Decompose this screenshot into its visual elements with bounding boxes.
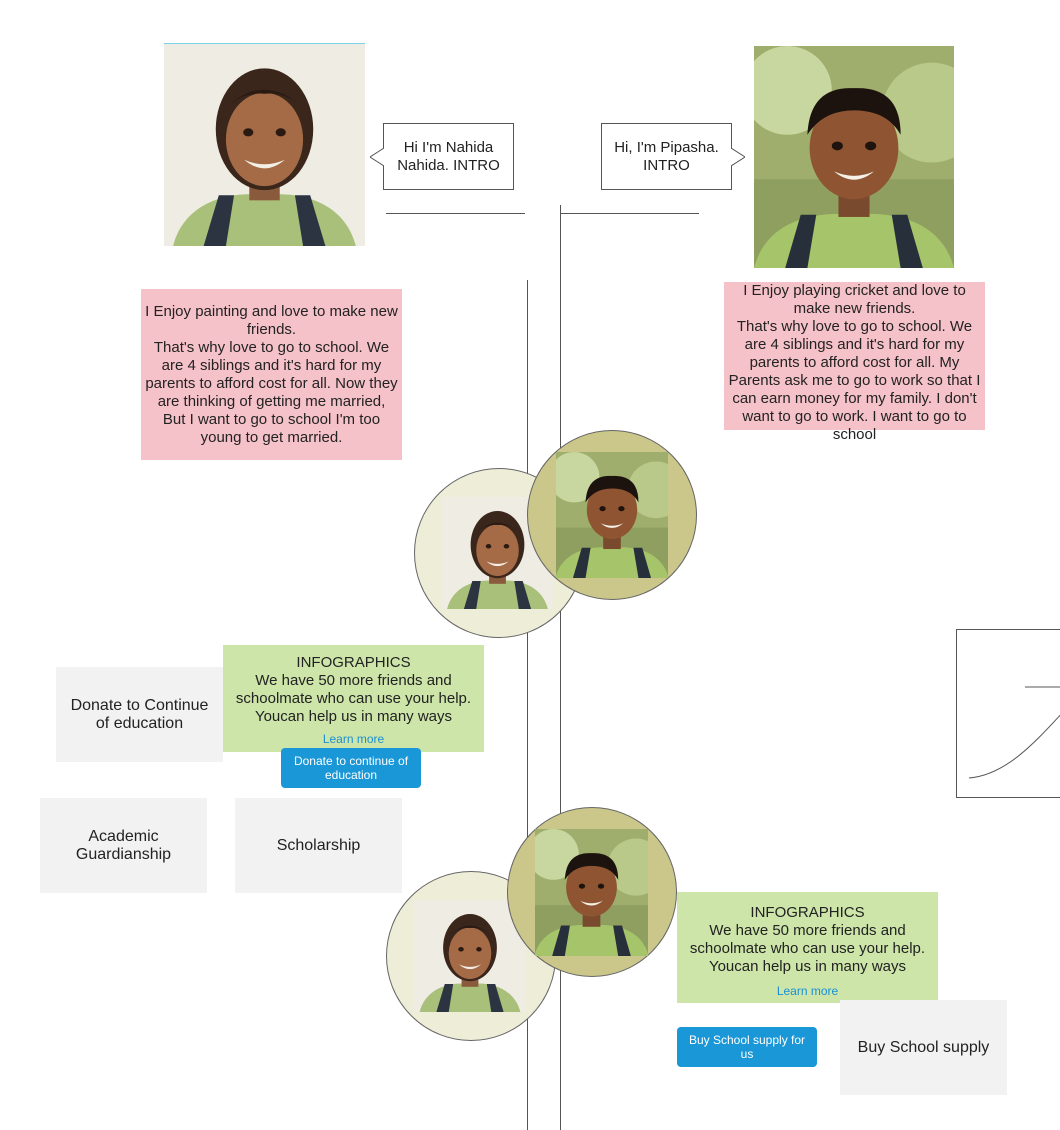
infographic-title: INFOGRAPHICS bbox=[296, 654, 411, 671]
boy-portrait-icon bbox=[754, 46, 954, 268]
donate-button-label: Donate to continue of education bbox=[293, 754, 409, 782]
infographic-card-2 bbox=[677, 892, 938, 1003]
scholarship-option[interactable] bbox=[235, 798, 402, 893]
boy-portrait-icon bbox=[535, 829, 648, 956]
divider-line bbox=[386, 213, 525, 214]
divider-line bbox=[560, 213, 699, 214]
nahida-story-line2: That's why love to go to school. We are 4 siblings and it's hard for my parents to afford cost for all. Now they are thinking of getting me married, But I want to go to school I'm too young to get married. bbox=[145, 339, 398, 446]
bubble-tail-icon bbox=[370, 148, 384, 166]
donate-button[interactable] bbox=[281, 748, 421, 788]
nahida-story-line1: I Enjoy painting and love to make new friends. bbox=[145, 303, 398, 338]
academic-guardianship-label: Academic Guardianship bbox=[75, 827, 172, 863]
buy-school-supply-option[interactable] bbox=[840, 1000, 1007, 1095]
infographic-card-1 bbox=[223, 645, 484, 752]
donate-option-label: Donate to Continue of education bbox=[70, 696, 209, 732]
timeline-line-right bbox=[560, 205, 561, 1130]
academic-guardianship-option[interactable] bbox=[40, 798, 207, 893]
infographic-body: We have 50 more friends and schoolmate who can use your help. Youcan help us in many ways bbox=[235, 672, 472, 725]
boy-portrait-icon bbox=[556, 452, 668, 578]
pipasha-story-line2: That's why love to go to school. We are 4 siblings and it's hard for my parents to afford cost for all. My Parents ask me to go to work so that I can earn money for my family. I don't want to go to work. I want to go to school bbox=[728, 318, 981, 443]
buy-school-supply-label: Buy School supply bbox=[857, 1038, 990, 1056]
partial-shape-frame[interactable] bbox=[956, 629, 1060, 798]
pipasha-story-box bbox=[724, 282, 985, 443]
scholarship-label: Scholarship bbox=[276, 836, 361, 854]
infographic-title: INFOGRAPHICS bbox=[750, 904, 865, 921]
pipasha-circle-photo-2 bbox=[535, 829, 648, 956]
nahida-circle-photo-2 bbox=[414, 900, 526, 1012]
nahida-intro-text: Hi I'm Nahida Nahida. INTRO bbox=[397, 138, 500, 174]
nahida-photo bbox=[164, 43, 365, 246]
pipasha-circle-photo bbox=[556, 452, 668, 578]
girl-portrait-icon bbox=[414, 900, 526, 1012]
donate-option[interactable] bbox=[56, 667, 223, 762]
bubble-tail-icon bbox=[731, 148, 745, 166]
photo-selection-edge bbox=[164, 43, 365, 44]
pipasha-intro-bubble[interactable] bbox=[601, 123, 732, 190]
nahida-story-box bbox=[141, 289, 402, 460]
pipasha-photo bbox=[754, 46, 954, 268]
infographic-body: We have 50 more friends and schoolmate who can use your help. Youcan help us in many ways bbox=[689, 922, 926, 975]
girl-portrait-icon bbox=[164, 43, 365, 246]
nahida-intro-bubble[interactable] bbox=[383, 123, 514, 190]
buy-school-supply-button[interactable] bbox=[677, 1027, 817, 1067]
learn-more-link[interactable]: Learn more bbox=[322, 732, 385, 746]
buy-supply-button-label: Buy School supply for us bbox=[688, 1033, 806, 1061]
pipasha-intro-text: Hi, I'm Pipasha. INTRO bbox=[614, 138, 719, 174]
learn-more-link[interactable]: Learn more bbox=[776, 984, 839, 998]
curve-connector-icon bbox=[957, 630, 1060, 799]
pipasha-story-line1: I Enjoy playing cricket and love to make new friends. bbox=[743, 282, 966, 317]
